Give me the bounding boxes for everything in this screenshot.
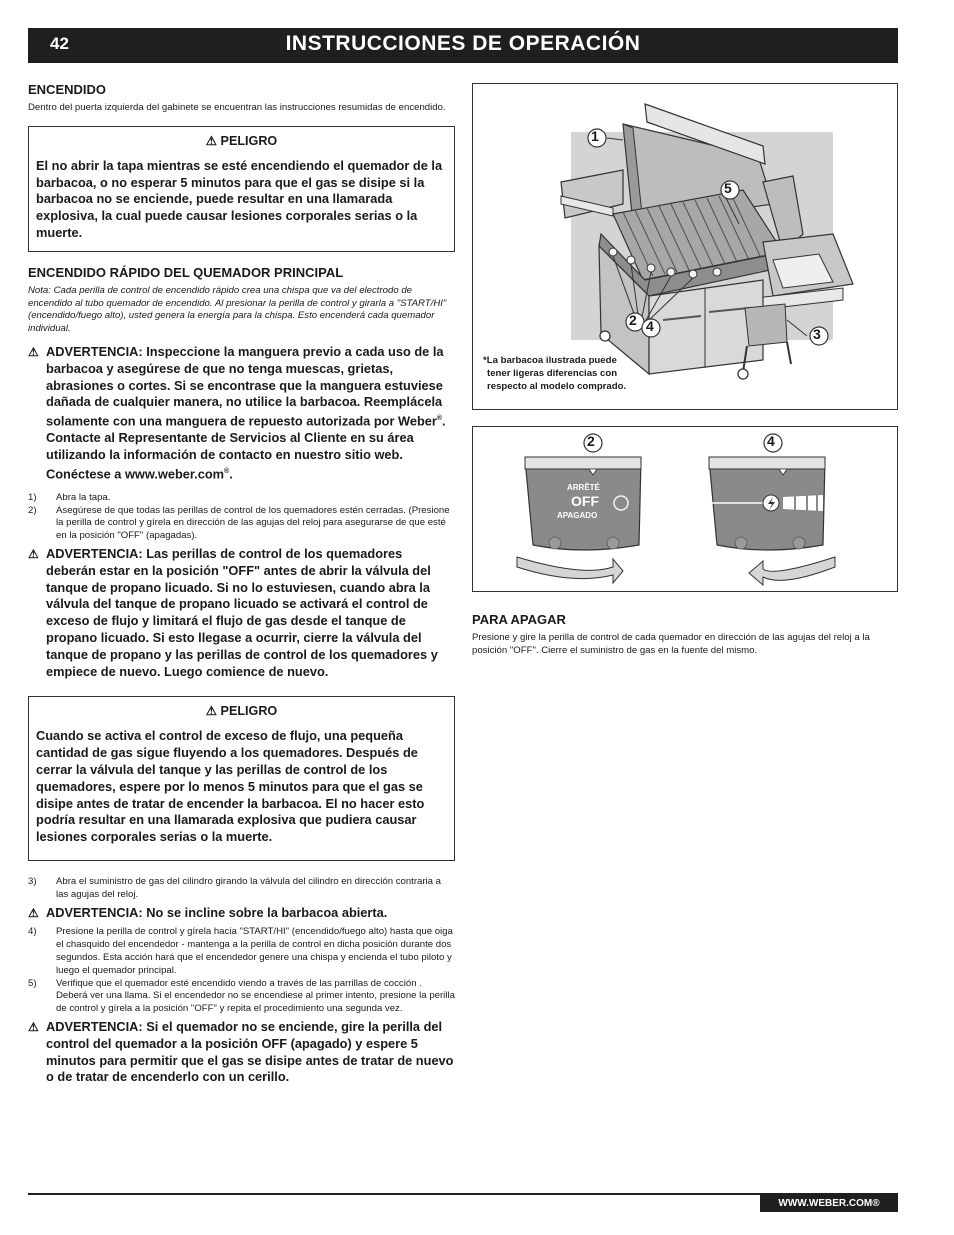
note-text: Nota: Cada perilla de control de encendido rápido crea una chispa que va del electrodo de encendido al tubo quemador de encendido. Al presionar la perilla de control y girarla a "START/HI" (encendido/fuego alto), usted genera la energía para la chispa. Esto encenderá cada quemador individual. [28,284,447,335]
callout-1: 1 [591,128,599,144]
warning-triangle-icon: ⚠ [28,344,39,359]
list-item: 5) Verifique que el quemador esté encendido viendo a través de las parrillas de cocción . Deberá ver una llama. Si el encendedor no se encendiese al primer intento, presione la perilla de control y gírela a la posición "OFF" y repita el procedimiento una segunda vez. [28,977,455,1015]
callout-5: 5 [724,180,732,196]
callout-4: 4 [767,433,775,449]
footer-url: WWW.WEBER.COM® [760,1195,898,1212]
page-number: 42 [50,34,69,53]
warning-lean: ⚠ ADVERTENCIA: No se incline sobre la barbacoa abierta. [28,904,388,920]
callout-2: 2 [587,433,595,449]
danger-box-2 [28,696,455,861]
left-column [28,82,455,1086]
warning-hose: ⚠ ADVERTENCIA: Inspeccione la manguera previo a cada uso de la barbacoa y asegúrese de que no tenga muescas, grietas, abrasiones o cortes. Si se encontrase que la manguera estuviese dañada de cualquier manera, no utilice la barbacoa. Reemplácela solamente con una manguera de repuesto autorizada por Weber®. Contacte al Representante de Servicios al Cliente en su área utilizando la información de contacto en nuestro sitio web. Conéctese a www.weber.com®. [28,343,446,482]
list-item: 2) Asegúrese de que todas las perillas de control de los quemadores estén cerradas. (Presione la perilla de control y gírela en dirección de las agujas del reloj para asegurarse de que esté en la posición "OFF" (apagadas). [28,504,450,542]
danger-title: ⚠ PELIGRO [205,133,278,148]
warning-triangle-icon: ⚠ [28,1019,39,1034]
knob-illustration [473,427,897,591]
list-item: 3) Abra el suministro de gas del cilindro girando la válvula del cilindro en dirección contraria a las agujas del reloj. [28,876,442,900]
right-column [472,83,898,658]
warning-no-ignite: ⚠ ADVERTENCIA: Si el quemador no se enciende, gire la perilla del control del quemador a la posición OFF (apagado) y espere 5 minutos para permitir que el gas se disipe antes de tratar de nuevo o de tratar de encenderlo con un cerillo. [28,1018,454,1085]
page-title: INSTRUCCIONES DE OPERACIÓN [285,32,641,55]
section-shutdown-title: PARA APAGAR [472,612,566,627]
section-quick-light-title: ENCENDIDO RÁPIDO DEL QUEMADOR PRINCIPAL [28,264,344,280]
callout-3: 3 [813,326,821,342]
danger-box-1 [28,126,455,252]
knob-label-off: OFF [571,493,599,509]
section-encendido-text: Dentro del puerta izquierda del gabinete se encuentran las instrucciones resumidas de encendido. [28,102,446,113]
callout-2: 2 [629,312,637,328]
knob-figure [472,426,898,592]
knob-label-apagado: APAGADO [557,511,598,520]
grill-figure [472,83,898,410]
warning-triangle-icon: ⚠ [28,547,39,562]
warning-triangle-icon: ⚠ [205,133,218,148]
list-item: 1) Abra la tapa. [28,491,111,503]
knob-label-arrete: ARRÊTÉ [567,483,600,492]
warning-triangle-icon: ⚠ [28,905,39,920]
list-item: 4) Presione la perilla de control y gírela hacia "START/HI" (encendido/fuego alto) hasta que oiga el chasquido del encendedor - mantenga a la perilla de control en dicha posición durante dos segundos. Esta acción hará que el encendedor genere una chispa y encienda el tubo piloto y luego el quemador principal. [28,926,453,976]
section-shutdown-text: Presione y gire la perilla de control de cada quemador en dirección de las agujas del reloj a la posición "OFF". Cierre el suministro de gas en la fuente del mismo. [472,632,870,656]
warning-triangle-icon: ⚠ [205,704,218,719]
header-bar [28,28,898,63]
danger-text: Cuando se activa el control de exceso de flujo, una pequeña cantidad de gas sigue fluyendo a los quemadores. Después de cerrar la válvula del tanque y las perillas de control de los quemadores, espere por lo menos 5 minutos para que el gas se disipe antes de tratar de encender la barbacoa. El no hacer esto podría resultar en una llamarada explosiva que pudiera causar lesiones corporales serias o la muerte. [36,728,425,845]
section-encendido-title: ENCENDIDO [28,82,107,97]
callout-4: 4 [646,318,654,334]
danger-text: El no abrir la tapa mientras se esté encendiendo el quemador de la barbacoa, o no esperar 5 minutos para que el gas se disipe si la barbacoa no se enciende, puede resultar en una llamarada explosiva, la cual puede causar lesiones corporales serias o la muerte. [36,157,443,240]
warning-knobs-off: ⚠ ADVERTENCIA: Las perillas de control de los quemadores deberán estar en la posición "OFF" antes de abrir la válvula del tanque de propano licuado. Si no lo estuviesen, cuando abra la válvula del tanque de propano licuado se activará el control de exceso de flujo y limitará el flujo de gas desde el tanque de propano licuado. Si esto llegase a ocurrir, cierre la válvula del tanque de propano y las perillas de control de los quemadores y empiece de nuevo. Luego comience de nuevo. [28,546,438,679]
figure-caption: *La barbacoa ilustrada puede tener ligeras diferencias con respecto al modelo comprado. [483,355,627,392]
danger-title: ⚠ PELIGRO [205,704,278,719]
